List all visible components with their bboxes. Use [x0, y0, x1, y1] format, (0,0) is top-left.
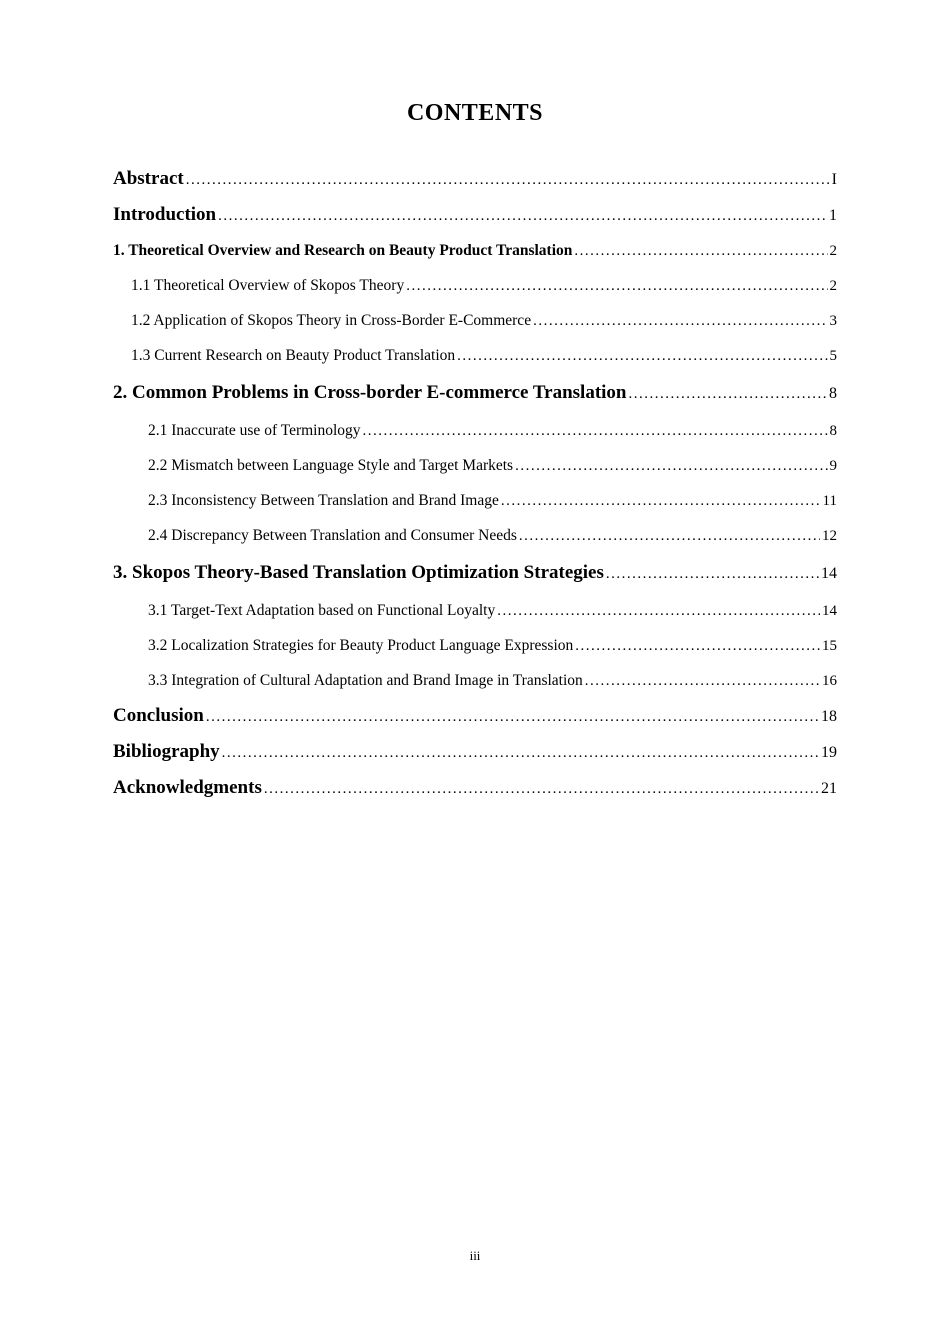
- toc-entry-label: 1.2 Application of Skopos Theory in Cross-Border E-Commerce: [131, 312, 532, 329]
- dot-leader: [186, 169, 830, 191]
- toc-entry-chapter-3[interactable]: [113, 562, 837, 585]
- dot-leader: [406, 275, 827, 297]
- footer-page-number: iii: [469, 1248, 481, 1263]
- dot-leader: [501, 490, 821, 512]
- toc-entry-2-2[interactable]: [113, 455, 837, 477]
- toc-entry-page: I: [831, 171, 837, 188]
- toc-entry-page: 5: [829, 348, 837, 364]
- toc-entry-page: 2: [829, 278, 837, 294]
- toc-entry-label: 3. Skopos Theory-Based Translation Optimization Strategies: [113, 562, 604, 583]
- toc-entry-3-2[interactable]: [113, 635, 837, 657]
- toc-entry-chapter-1[interactable]: [113, 240, 837, 262]
- dot-leader: [497, 600, 820, 622]
- toc-entry-acknowledgments[interactable]: [113, 777, 837, 800]
- toc-entry-page: 11: [822, 493, 837, 509]
- toc-entry-label: 3.2 Localization Strategies for Beauty Product Language Expression: [148, 637, 574, 654]
- toc-entry-label: Introduction: [113, 204, 217, 225]
- toc-entry-label: 2.4 Discrepancy Between Translation and Consumer Needs: [148, 527, 517, 544]
- toc-entry-label: 1.1 Theoretical Overview of Skopos Theory: [131, 277, 405, 294]
- dot-leader: [264, 778, 819, 800]
- dot-leader: [515, 455, 827, 477]
- toc-entry-page: 14: [821, 565, 837, 582]
- dot-leader: [585, 670, 820, 692]
- toc-entry-page: 3: [829, 313, 837, 329]
- toc-entry-bibliography[interactable]: [113, 741, 837, 764]
- toc-entry-page: 8: [829, 423, 837, 439]
- toc-entry-label: Abstract: [113, 168, 184, 189]
- dot-leader: [457, 345, 827, 367]
- toc-entry-conclusion[interactable]: [113, 705, 837, 728]
- toc-entry-1-2[interactable]: [113, 310, 837, 332]
- toc-entry-page: 1: [829, 207, 837, 224]
- toc-entry-page: 14: [822, 603, 837, 619]
- toc-entry-label: Bibliography: [113, 741, 220, 762]
- toc-entry-page: 21: [821, 780, 837, 797]
- toc-entry-label: 2.1 Inaccurate use of Terminology: [148, 422, 361, 439]
- dot-leader: [363, 420, 828, 442]
- toc-entry-label: 2.3 Inconsistency Between Translation and Brand Image: [148, 492, 499, 509]
- dot-leader: [629, 383, 828, 405]
- toc-entry-1-3[interactable]: [113, 345, 837, 367]
- toc-entry-label: 1. Theoretical Overview and Research on Beauty Product Translation: [113, 242, 573, 259]
- toc-entry-label: Acknowledgments: [113, 777, 262, 798]
- toc-entry-3-1[interactable]: [113, 600, 837, 622]
- toc-entry-label: 3.3 Integration of Cultural Adaptation and Brand Image in Translation: [148, 672, 583, 689]
- toc-entry-abstract[interactable]: [113, 168, 837, 191]
- table-of-contents: [113, 168, 837, 800]
- dot-leader: [575, 635, 820, 657]
- toc-entry-label: 3.1 Target-Text Adaptation based on Functional Loyalty: [148, 602, 496, 619]
- toc-entry-label: 2. Common Problems in Cross-border E-commerce Translation: [113, 382, 627, 403]
- toc-entry-2-4[interactable]: [113, 525, 837, 547]
- toc-entry-3-3[interactable]: [113, 670, 837, 692]
- toc-entry-label: 1.3 Current Research on Beauty Product Translation: [131, 347, 456, 364]
- toc-entry-page: 15: [822, 638, 837, 654]
- toc-entry-page: 8: [829, 385, 837, 402]
- toc-entry-page: 18: [821, 708, 837, 725]
- dot-leader: [206, 706, 819, 728]
- dot-leader: [222, 742, 819, 764]
- toc-entry-page: 9: [829, 458, 837, 474]
- toc-entry-page: 2: [829, 243, 837, 259]
- dot-leader: [606, 563, 819, 585]
- dot-leader: [218, 205, 827, 227]
- toc-entry-introduction[interactable]: [113, 204, 837, 227]
- toc-entry-2-3[interactable]: [113, 490, 837, 512]
- dot-leader: [519, 525, 820, 547]
- toc-entry-page: 19: [821, 744, 837, 761]
- toc-entry-chapter-2[interactable]: [113, 382, 837, 405]
- page-title: CONTENTS: [406, 100, 544, 126]
- toc-entry-label: Conclusion: [113, 705, 204, 726]
- toc-entry-page: 12: [822, 528, 837, 544]
- toc-entry-page: 16: [822, 673, 837, 689]
- dot-leader: [533, 310, 827, 332]
- toc-entry-1-1[interactable]: [113, 275, 837, 297]
- dot-leader: [574, 240, 827, 262]
- toc-entry-label: 2.2 Mismatch between Language Style and Target Markets: [148, 457, 514, 474]
- toc-entry-2-1[interactable]: [113, 420, 837, 442]
